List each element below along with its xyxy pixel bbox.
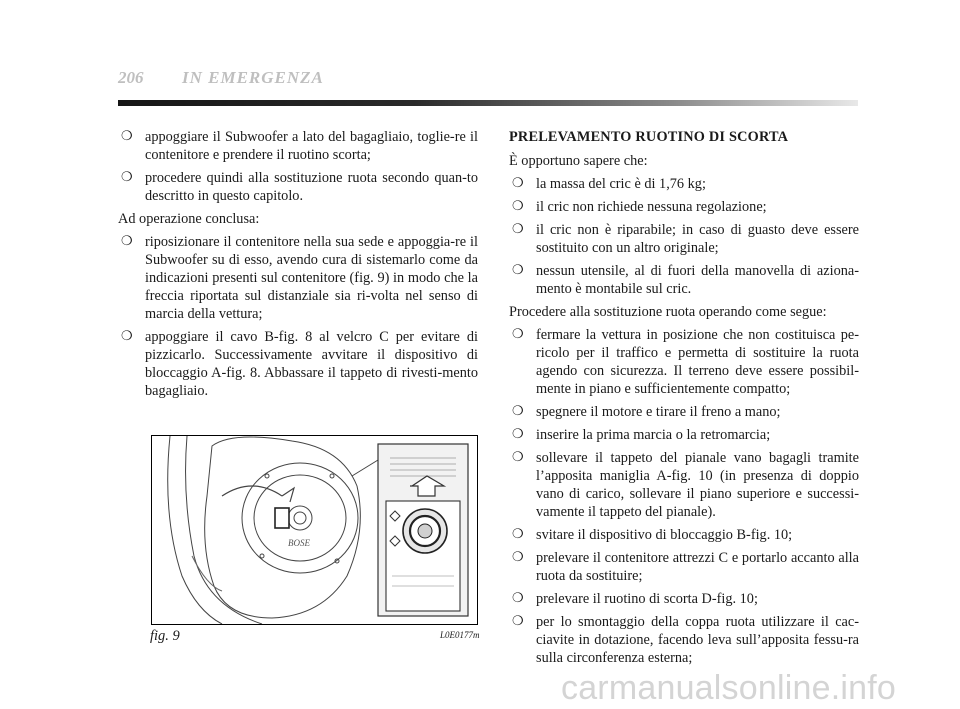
section-title: IN EMERGENZA	[182, 68, 324, 87]
section-heading: PRELEVAMENTO RUOTINO DI SCORTA	[509, 129, 789, 145]
paragraph: È opportuno sapere che:	[509, 153, 648, 169]
list-item: ❍ spegnere il motore e tirare il freno a mano;	[509, 403, 859, 421]
page-number: 206	[118, 68, 144, 87]
right-column	[509, 128, 859, 672]
list-item: ❍ riposizionare il contenitore nella sua sede e appoggia-re il Subwoofer su di esso, avendo cura di sistemarlo come da indicazioni presenti sul contenitore (fig. 9) in modo che la freccia riportata sul distanziale sia ri-volta nel senso di marcia della vettura;	[118, 233, 478, 323]
list-item: ❍ nessun utensile, al di fuori della manovella di aziona-mento è montabile sul cric.	[509, 262, 859, 298]
figure-illustration	[151, 435, 478, 625]
list-item: ❍ svitare il dispositivo di bloccaggio B-fig. 10;	[509, 526, 859, 544]
left-column	[118, 128, 478, 405]
trunk-illustration	[152, 436, 477, 624]
list-item: ❍ appoggiare il cavo B-fig. 8 al velcro C per evitare di pizzicarlo. Successivamente avvitare il dispositivo di bloccaggio A-fig. 8. Abbassare il tappeto di rivesti-mento bagagliaio.	[118, 328, 478, 400]
list-item: ❍ inserire la prima marcia o la retromarcia;	[509, 426, 859, 444]
paragraph: Procedere alla sostituzione ruota operando come segue:	[509, 304, 827, 320]
list-item: ❍ appoggiare il Subwoofer a lato del bagagliaio, toglie-re il contenitore e prendere il ruotino scorta;	[118, 128, 478, 164]
bose-logo: BOSE	[288, 538, 310, 548]
figure-caption: fig. 9	[150, 628, 180, 644]
list-item: ❍ prelevare il ruotino di scorta D-fig. 10;	[509, 590, 859, 608]
list-item: ❍ il cric non richiede nessuna regolazione;	[509, 198, 859, 216]
list-item: ❍ la massa del cric è di 1,76 kg;	[509, 175, 859, 193]
list-item: ❍ procedere quindi alla sostituzione ruota secondo quan-to descritto in questo capitolo.	[118, 169, 478, 205]
figure-code: L0E0177m	[440, 630, 480, 640]
header-rule	[118, 100, 858, 106]
list-item: ❍ fermare la vettura in posizione che non costituisca pe-ricolo per il traffico e permetta di sostituire la ruota agendo con sicurezza. Il terreno deve essere possibil-mente in piano e sufficientemente compatto;	[509, 326, 859, 398]
watermark: carmanualsonline.info	[561, 669, 896, 707]
list-item: ❍ sollevare il tappeto del pianale vano bagagli tramite l’apposita maniglia A-fig. 10 (in presenza di doppio vano di carico, sollevare il piano superiore e successi-vamente il tappeto del pianale).	[509, 449, 859, 521]
list-item: ❍ prelevare il contenitore attrezzi C e portarlo accanto alla ruota da sostituire;	[509, 549, 859, 585]
list-item: ❍ per lo smontaggio della coppa ruota utilizzare il cac-ciavite in dotazione, facendo leva sull’apposita fessu-ra sulla circonferenza esterna;	[509, 613, 859, 667]
list-item: ❍ il cric non è riparabile; in caso di guasto deve essere sostituito con un altro originale;	[509, 221, 859, 257]
paragraph: Ad operazione conclusa:	[118, 211, 260, 227]
